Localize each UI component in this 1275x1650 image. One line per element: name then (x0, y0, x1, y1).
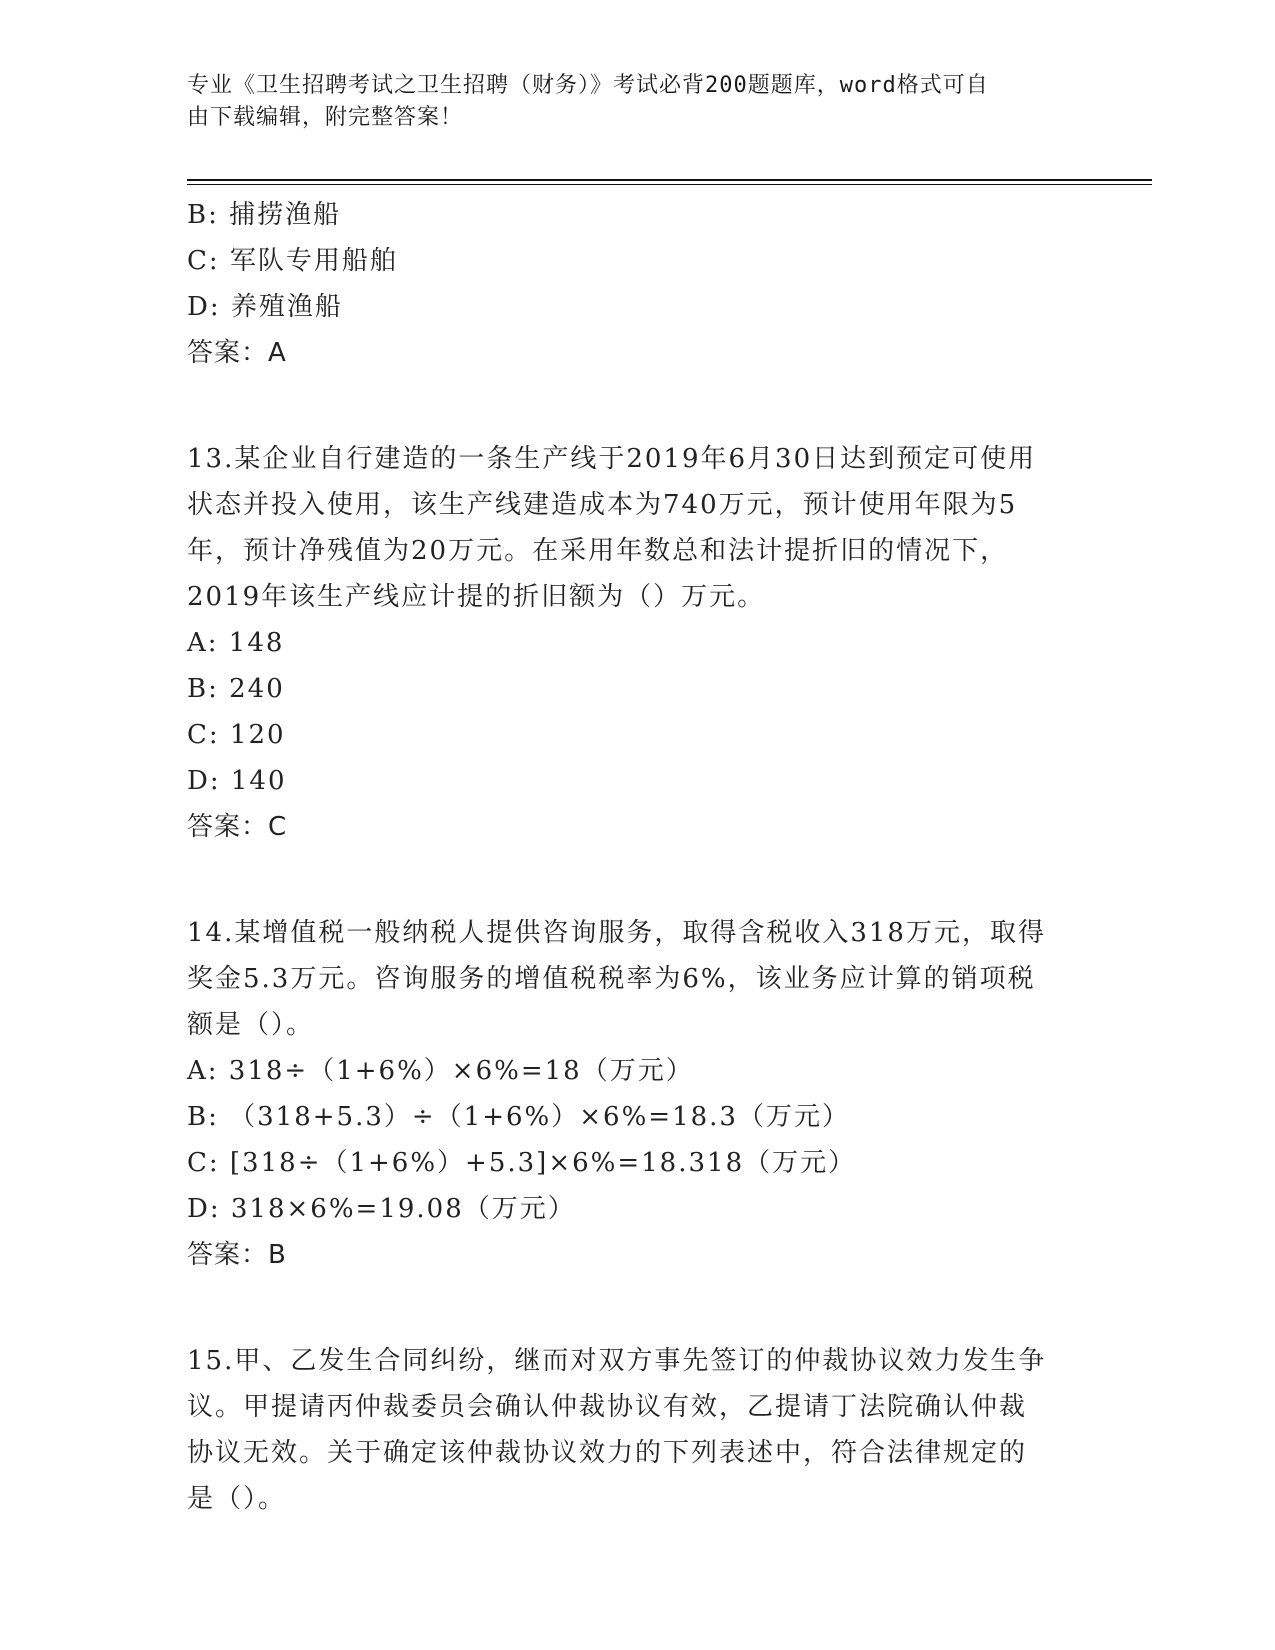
option-c: C: 120 (187, 720, 286, 750)
header-line-2: 由下载编辑，附完整答案！ (187, 105, 464, 130)
option-a: A: 318÷（1+6%）×6%=18（万元） (187, 1056, 694, 1086)
answer: 答案：C (187, 812, 288, 842)
question-stem-line: 13.某企业自行建造的一条生产线于2019年6月30日达到预定可使用 (187, 444, 1037, 474)
question-13 (187, 436, 1067, 850)
question-14 (187, 910, 1067, 1278)
header-divider-thick (187, 179, 1152, 181)
spacer (187, 1278, 1067, 1338)
question-stem-line: 是（）。 (187, 1484, 287, 1514)
question-stem-line: 2019年该生产线应计提的折旧额为（）万元。 (187, 582, 766, 612)
question-stem-line: 15.甲、乙发生合同纠纷，继而对双方事先签订的仲裁协议效力发生争 (187, 1346, 1047, 1376)
question-stem-line: 14.某增值税一般纳税人提供咨询服务，取得含税收入318万元，取得 (187, 918, 1046, 948)
header-divider-thin (187, 184, 1152, 185)
option-b: B: 240 (187, 674, 285, 704)
question-stem-line: 奖金5.3万元。咨询服务的增值税税率为6%，该业务应计算的销项税 (187, 964, 1036, 994)
option-c: C: [318÷（1+6%）+5.3]×6%=18.318（万元） (187, 1148, 857, 1178)
option-d: D: 140 (187, 766, 287, 796)
answer: 答案：A (187, 338, 287, 368)
document-body (187, 192, 1067, 1522)
question-12-tail (187, 192, 1067, 376)
option-d: D: 养殖渔船 (187, 292, 343, 322)
document-header (187, 70, 1067, 134)
question-stem-line: 议。甲提请丙仲裁委员会确认仲裁协议有效，乙提请丁法院确认仲裁 (187, 1392, 1028, 1422)
option-d: D: 318×6%=19.08（万元） (187, 1194, 576, 1224)
answer: 答案：B (187, 1240, 287, 1270)
question-stem-line: 额是（）。 (187, 1010, 315, 1040)
spacer (187, 850, 1067, 910)
option-c: C: 军队专用船舶 (187, 246, 398, 276)
question-stem-line: 年，预计净残值为20万元。在采用年数总和法计提折旧的情况下， (187, 536, 1009, 566)
spacer (187, 376, 1067, 436)
question-stem-line: 协议无效。关于确定该仲裁协议效力的下列表述中，符合法律规定的 (187, 1438, 1028, 1468)
option-b: B: 捕捞渔船 (187, 200, 342, 230)
header-line-1: 专业《卫生招聘考试之卫生招聘（财务）》考试必背200题题库，word格式可自 (187, 73, 989, 98)
option-b: B: （318+5.3）÷（1+6%）×6%=18.3（万元） (187, 1102, 850, 1132)
question-15 (187, 1338, 1067, 1522)
option-a: A: 148 (187, 628, 285, 658)
question-stem-line: 状态并投入使用，该生产线建造成本为740万元，预计使用年限为5 (187, 490, 1018, 520)
